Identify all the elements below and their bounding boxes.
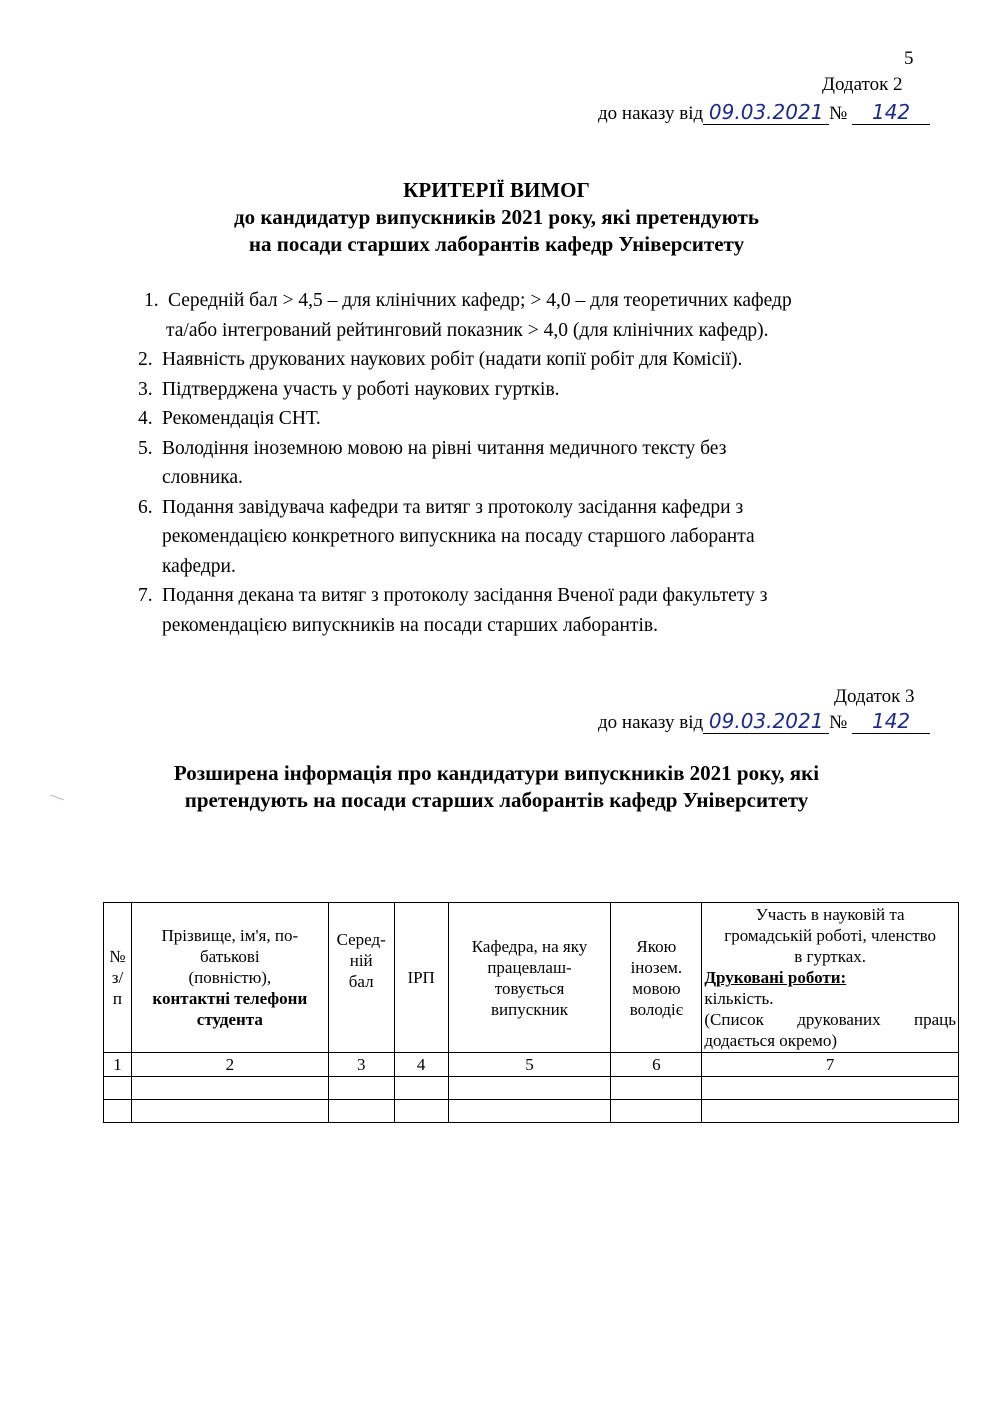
order-prefix: до наказу від bbox=[598, 712, 704, 733]
column-number: 5 bbox=[448, 1053, 611, 1077]
table-row bbox=[104, 1077, 959, 1100]
header-average-score: Серед- ній бал bbox=[328, 903, 394, 1053]
info-title-line2: претендують на посади старших лаборантів кафедр Університету bbox=[184, 788, 809, 812]
header-number: № з/ п bbox=[104, 903, 132, 1053]
column-number: 6 bbox=[611, 1053, 702, 1077]
info-title-line1: Розширена інформація про кандидатури випускників 2021 року, які bbox=[173, 761, 820, 785]
appendix-2-label: Додаток 2 bbox=[822, 74, 903, 95]
criteria-item: 4. Рекомендація СНТ. bbox=[138, 408, 321, 429]
header-participation: Участь в науковій та громадській роботі, членство в гуртках. Друковані роботи: кількість. (Список друкованих праць додається окремо) bbox=[702, 903, 959, 1053]
criteria-list bbox=[138, 286, 938, 640]
handwritten-number: 142 bbox=[852, 100, 930, 125]
header-foreign-language: Якою інозем. мовою володіє bbox=[611, 903, 702, 1053]
criteria-title-line2: до кандидатур випускників 2021 року, які претендують bbox=[234, 205, 759, 229]
handwritten-date: 09.03.2021 bbox=[703, 709, 829, 734]
table-column-numbers-row bbox=[104, 1053, 959, 1077]
page-number: 5 bbox=[904, 48, 914, 69]
number-sign: № bbox=[829, 712, 848, 733]
header-irp: ІРП bbox=[394, 903, 448, 1053]
criteria-item: 7. Подання декана та витяг з протоколу засідання Вченої ради факультету з рекомендацією випускників на посади старших лаборантів. bbox=[138, 585, 768, 636]
criteria-title bbox=[0, 177, 993, 258]
criteria-item: 3. Підтверджена участь у роботі наукових гуртків. bbox=[138, 378, 560, 400]
criteria-item: 6. Подання завідувача кафедри та витяг з протоколу засідання кафедри з рекомендацією конкретного випускника на посаду старшого лаборанта кафедри. bbox=[138, 496, 755, 577]
number-sign: № bbox=[829, 103, 848, 124]
criteria-title-line3: на посади старших лаборантів кафедр Університету bbox=[248, 232, 745, 256]
handwritten-number: 142 bbox=[852, 709, 930, 734]
column-number: 3 bbox=[328, 1053, 394, 1077]
criteria-item: 1. Середній бал > 4,5 – для клінічних кафедр; > 4,0 – для теоретичних кафедр та/або інтегрований рейтинговий показник > 4,0 (для клінічних кафедр). bbox=[144, 290, 792, 341]
appendix-3-label: Додаток 3 bbox=[834, 686, 915, 707]
header-department: Кафедра, на яку працевлаш- товується випускник bbox=[448, 903, 611, 1053]
criteria-item: 5. Володіння іноземною мовою на рівні читання медичного тексту без словника. bbox=[138, 437, 727, 488]
table-row bbox=[104, 1100, 959, 1123]
info-title bbox=[0, 760, 993, 814]
appendix-2-order-line bbox=[598, 100, 930, 125]
header-name: Прізвище, ім'я, по- батькові (повністю), контактні телефони студента bbox=[131, 903, 328, 1053]
candidates-table bbox=[103, 902, 959, 1123]
column-number: 1 bbox=[104, 1053, 132, 1077]
column-number: 4 bbox=[394, 1053, 448, 1077]
handwritten-date: 09.03.2021 bbox=[703, 100, 829, 125]
criteria-title-line1: КРИТЕРІЇ ВИМОГ bbox=[403, 178, 590, 202]
criteria-item: 2. Наявність друкованих наукових робіт (надати копії робіт для Комісії). bbox=[138, 349, 743, 370]
column-number: 2 bbox=[131, 1053, 328, 1077]
appendix-3-order-line bbox=[598, 709, 930, 734]
column-number: 7 bbox=[702, 1053, 959, 1077]
table-header-row bbox=[104, 903, 959, 1053]
order-prefix: до наказу від bbox=[598, 103, 704, 124]
